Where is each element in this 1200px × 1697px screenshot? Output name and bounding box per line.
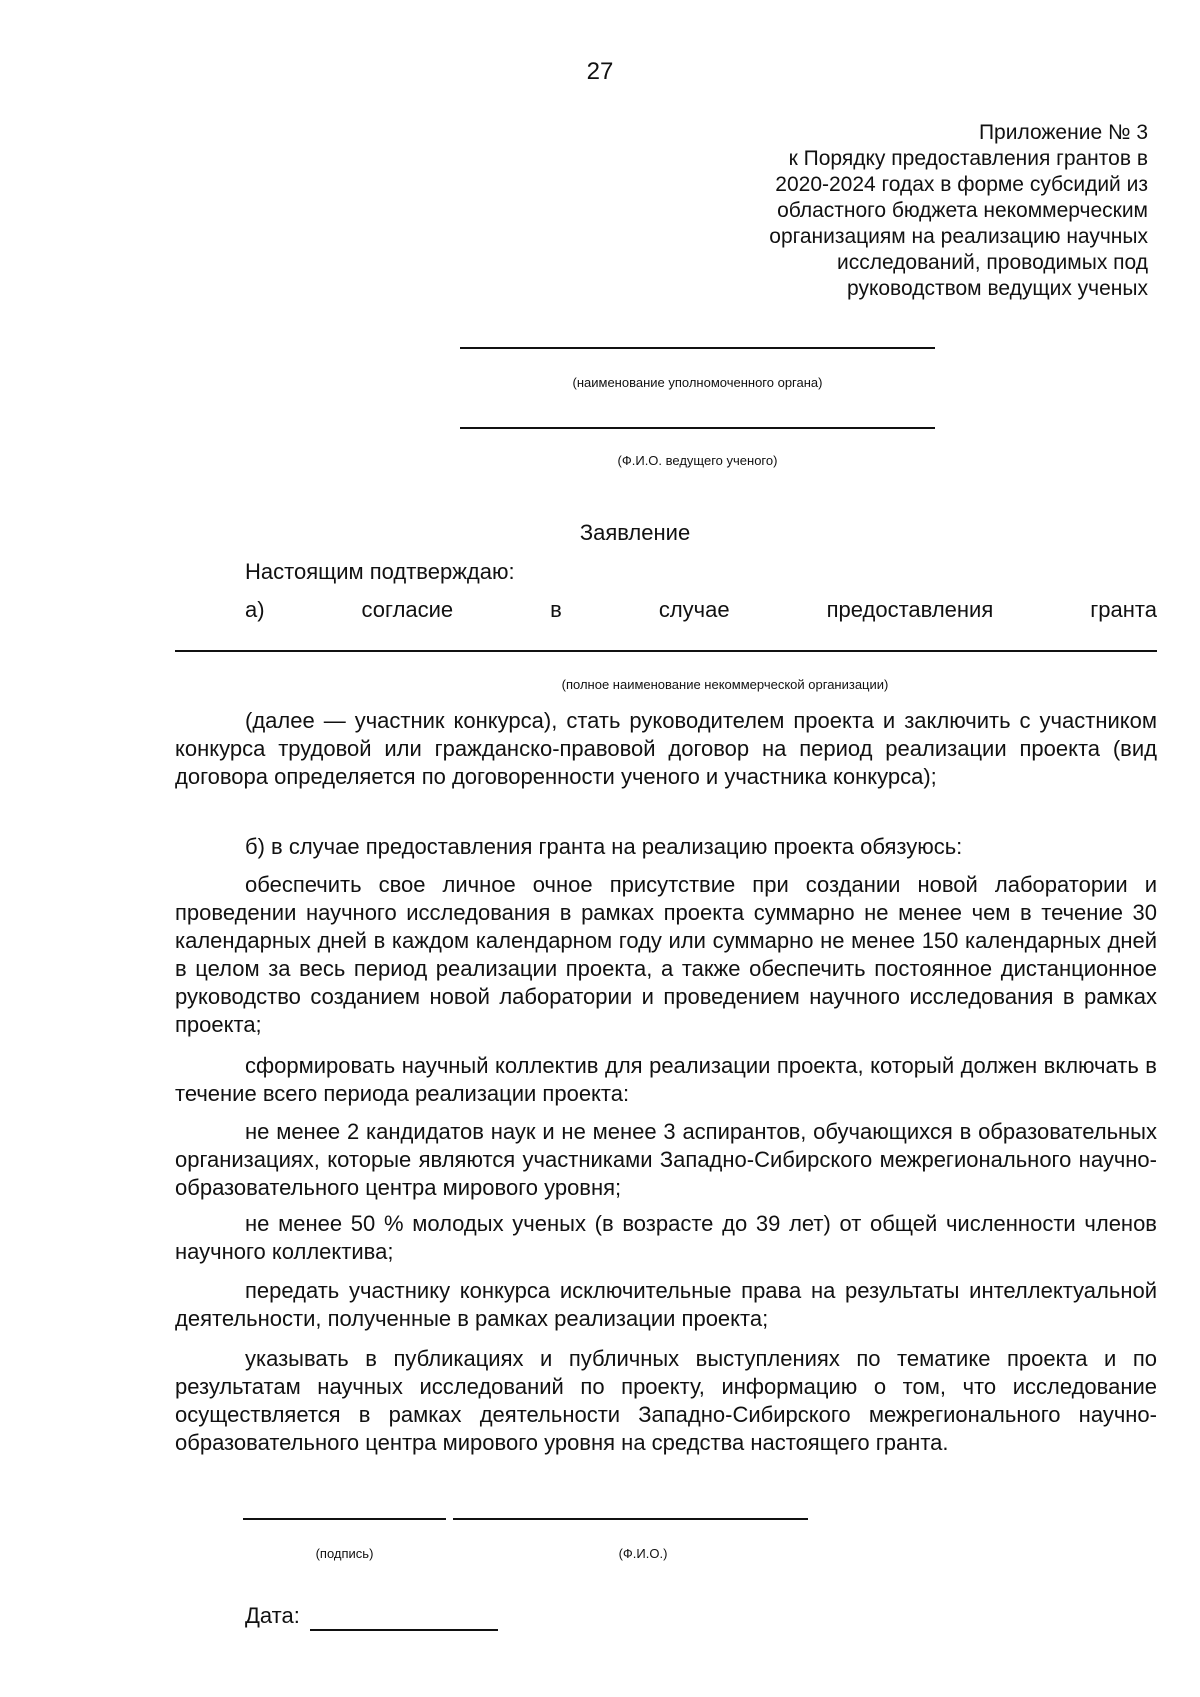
appendix-line: областного бюджета некоммерческим — [777, 199, 1148, 222]
paragraph-3 — [175, 871, 1157, 1039]
item-a-word: согласие — [361, 597, 454, 622]
paragraph-1 — [175, 707, 1157, 791]
intro-text — [175, 558, 1157, 586]
scientist-blank-line — [460, 427, 935, 429]
document-title: Заявление — [579, 520, 691, 545]
date-label: Дата: — [245, 1603, 300, 1628]
paragraph-text: (далее — участник конкурса), стать руководителем проекта и заключить с участником конкурса трудовой или гражданско-правовой договор на период реализации проекта (вид договора определяется по договоренности ученого и участника конкурса); — [175, 708, 1157, 789]
paragraph-4 — [175, 1052, 1157, 1108]
paragraph-text: обеспечить свое личное очное присутствие при создании новой лаборатории и проведении научного исследования в рамках проекта суммарно не менее чем в течение 30 календарных дней в каждом календарном году или суммарно не менее 150 календарных дней в целом за весь период реализации проекта, а также обеспечить постоянное дистанционное руководство созданием новой лаборатории и проведением научного исследования в рамках проекта; — [175, 872, 1157, 1037]
paragraph-text: не менее 2 кандидатов наук и не менее 3 аспирантов, обучающихся в образовательных организациях, которые являются участниками Западно-Сибирского межрегионального научно-образовательного центра мирового уровня; — [175, 1119, 1157, 1200]
authority-caption: (наименование уполномоченного органа) — [572, 375, 823, 390]
paragraph-6 — [175, 1210, 1157, 1266]
appendix-line: организациям на реализацию научных — [769, 225, 1148, 248]
signature-caption: (подпись) — [315, 1546, 374, 1561]
paragraph-text: сформировать научный коллектив для реализации проекта, который должен включать в течение всего периода реализации проекта: — [175, 1053, 1157, 1106]
date-blank-line — [310, 1629, 498, 1631]
paragraph-8 — [175, 1345, 1157, 1457]
paragraph-2 — [175, 833, 1157, 861]
item-a-word: случае — [658, 597, 730, 622]
page-number: 27 — [586, 58, 614, 85]
organization-blank-line — [175, 650, 1157, 652]
item-a-word: предоставления — [826, 597, 994, 622]
item-a-word: в — [550, 597, 562, 622]
appendix-line: Приложение № 3 — [978, 121, 1148, 144]
paragraph-5 — [175, 1118, 1157, 1202]
appendix-header — [688, 120, 1148, 302]
appendix-line: к Порядку предоставления грантов в — [788, 147, 1148, 170]
appendix-line: исследований, проводимых под — [836, 251, 1148, 274]
item-a-line — [245, 597, 1157, 623]
paragraph-7 — [175, 1277, 1157, 1333]
organization-caption: (полное наименование некоммерческой организации) — [561, 677, 889, 692]
fio-blank-line — [453, 1518, 808, 1520]
authority-blank-line — [460, 347, 935, 349]
scientist-caption: (Ф.И.О. ведущего ученого) — [617, 453, 778, 468]
item-a-word: а) — [245, 597, 265, 622]
item-a-word: гранта — [1090, 597, 1157, 622]
appendix-line: 2020-2024 годах в форме субсидий из — [775, 173, 1148, 196]
fio-caption: (Ф.И.О.) — [618, 1546, 668, 1561]
intro-paragraph: Настоящим подтверждаю: — [245, 559, 515, 584]
paragraph-text: указывать в публикациях и публичных выступлениях по тематике проекта и по результатам научных исследований по проекту, информацию о том, что исследование осуществляется в рамках деятельности Западно-Сибирского межрегионального научно-образовательного центра мирового уровня на средства настоящего гранта. — [175, 1346, 1157, 1455]
paragraph-text: не менее 50 % молодых ученых (в возрасте до 39 лет) от общей численности членов научного коллектива; — [175, 1211, 1157, 1264]
paragraph-text: б) в случае предоставления гранта на реализацию проекта обязуюсь: — [245, 834, 963, 859]
signature-blank-line — [243, 1518, 446, 1520]
appendix-line: руководством ведущих ученых — [847, 277, 1148, 300]
paragraph-text: передать участнику конкурса исключительные права на результаты интеллектуальной деятельности, полученные в рамках реализации проекта; — [175, 1278, 1157, 1331]
